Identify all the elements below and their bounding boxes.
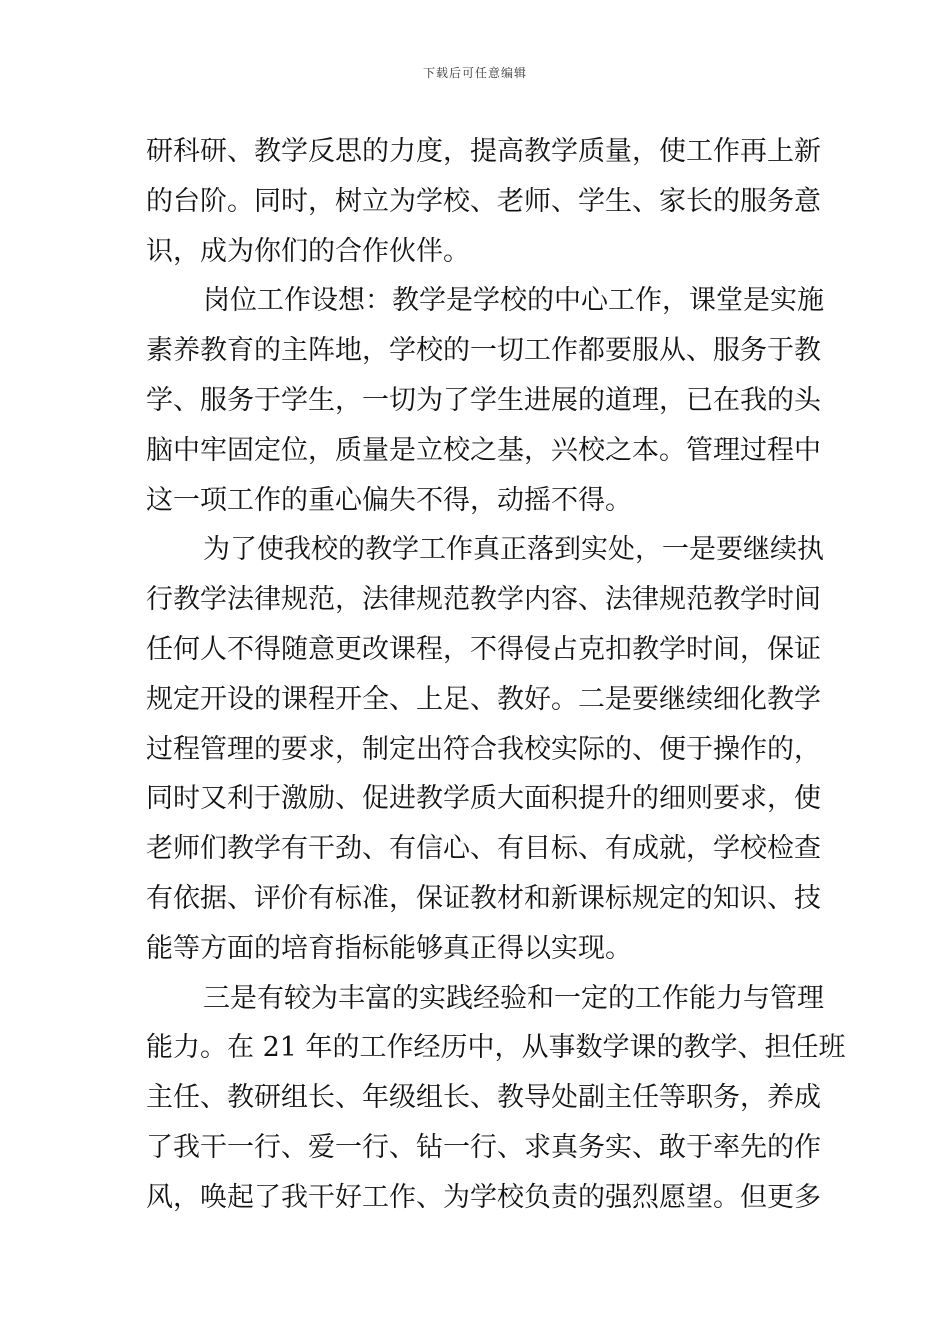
text-line: 风，唤起了我干好工作、为学校负责的强烈愿望。但更多 — [146, 1181, 821, 1213]
text-line: 的台阶。同时，树立为学校、老师、学生、家长的服务意 — [146, 185, 821, 217]
text-line: 识，成为你们的合作伙伴。 — [146, 235, 470, 267]
text-line: 研科研、教学反思的力度，提高教学质量，使工作再上新 — [146, 136, 821, 167]
page-header: 下载后可任意编辑 — [422, 66, 527, 80]
text-line: 岗位工作设想：教学是学校的中心工作，课堂是实施 — [203, 285, 824, 317]
text-line: 任何人不得随意更改课程，不得侵占克扣教学时间，保证 — [146, 633, 821, 665]
text-line: 同时又利于激励、促进教学质大面积提升的细则要求，使 — [146, 783, 821, 815]
text-line: 了我干一行、爱一行、钻一行、求真务实、敢于率先的作 — [146, 1131, 821, 1163]
text-line: 过程管理的要求，制定出符合我校实际的、便于操作的， — [146, 733, 821, 765]
paragraph-2 — [146, 276, 824, 525]
text-line: 三是有较为丰富的实践经验和一定的工作能力与管理 — [203, 982, 824, 1014]
text-line: 行教学法律规范，法律规范教学内容、法律规范教学时间 — [146, 584, 821, 616]
text-line: 主任、教研组长、年级组长、教导处副主任等职务，养成 — [146, 1082, 821, 1114]
text-line: 规定开设的课程开全、上足、教好。二是要继续细化教学 — [146, 683, 821, 715]
paragraph-1 — [146, 127, 821, 276]
text-line: 老师们教学有干劲、有信心、有目标、有成就，学校检查 — [146, 833, 821, 865]
text-line: 有依据、评价有标准，保证教材和新课标规定的知识、技 — [146, 882, 821, 914]
text-line: 为了使我校的教学工作真正落到实处，一是要继续执 — [203, 534, 824, 566]
text-line: 这一项工作的重心偏失不得，动摇不得。 — [146, 484, 632, 516]
text-line: 能力。在 21 年的工作经历中，从事数学课的教学、担任班 — [146, 1032, 846, 1064]
text-line: 学、服务于学生，一切为了学生进展的道理，已在我的头 — [146, 384, 821, 416]
text-line: 能等方面的培育指标能够真正得以实现。 — [146, 932, 632, 964]
paragraph-3 — [146, 525, 824, 973]
document-body — [146, 127, 846, 1223]
text-line: 素养教育的主阵地，学校的一切工作都要服从、服务于教 — [146, 335, 821, 367]
paragraph-4 — [146, 974, 846, 1223]
text-line: 脑中牢固定位，质量是立校之基，兴校之本。管理过程中 — [146, 434, 821, 466]
